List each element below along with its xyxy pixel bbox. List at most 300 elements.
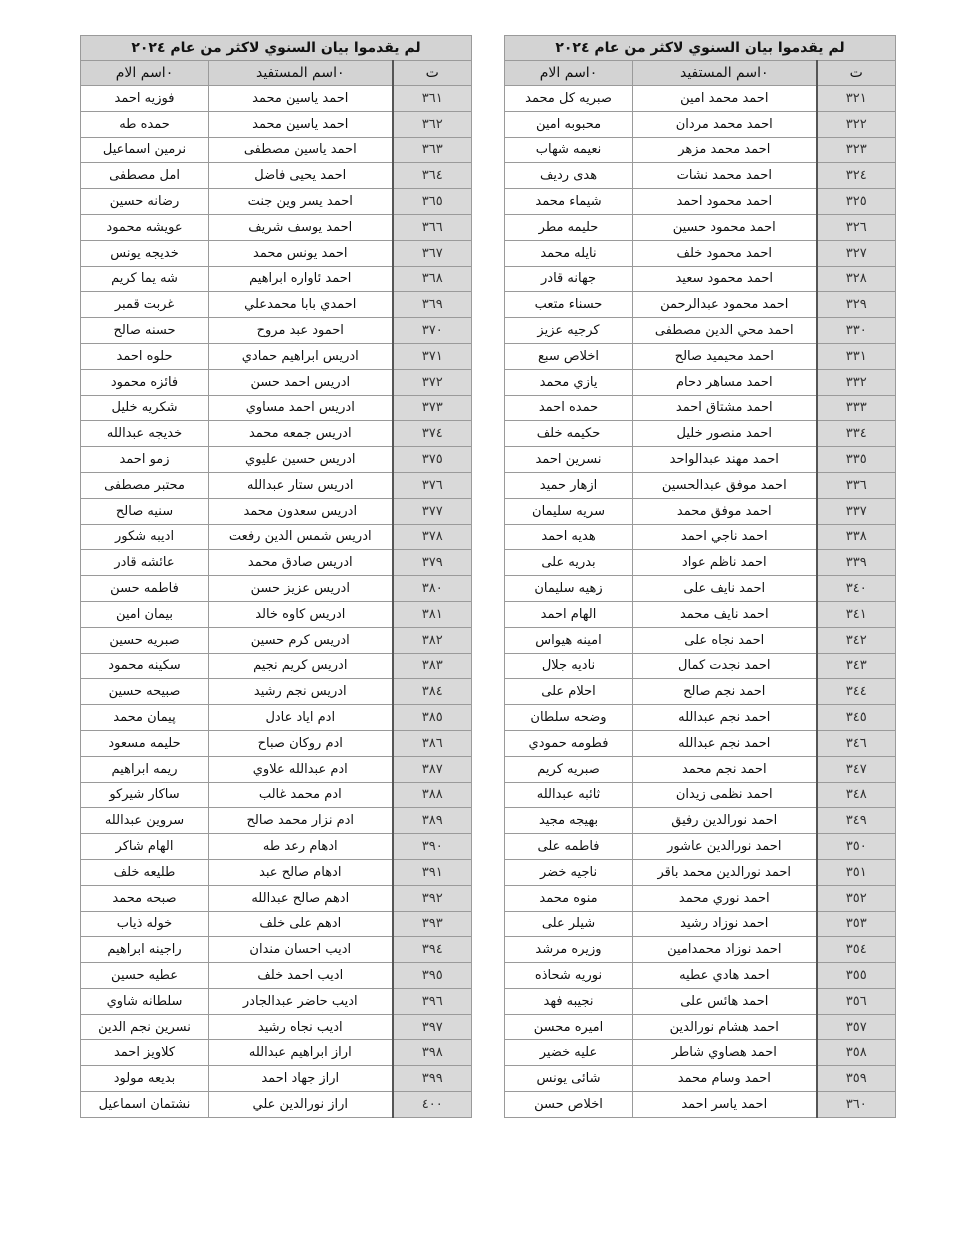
table-row bbox=[81, 576, 472, 602]
table-row bbox=[505, 859, 896, 885]
mother-name: سنيه صالح bbox=[81, 498, 209, 524]
row-number: ٣٤٧ bbox=[817, 756, 896, 782]
row-number: ٣٢٥ bbox=[817, 189, 896, 215]
row-number: ٣٤٨ bbox=[817, 782, 896, 808]
mother-name: كرجيه عزيز bbox=[505, 318, 633, 344]
table-row bbox=[81, 447, 472, 473]
table-row bbox=[505, 988, 896, 1014]
row-number: ٣٦٦ bbox=[393, 214, 472, 240]
row-number: ٣٧٣ bbox=[393, 395, 472, 421]
row-number: ٣٢٨ bbox=[817, 266, 896, 292]
row-number: ٣٦٥ bbox=[393, 189, 472, 215]
header-number: ت bbox=[817, 61, 896, 86]
table-row bbox=[505, 705, 896, 731]
beneficiary-name: ادم نزار محمد صالح bbox=[209, 808, 393, 834]
beneficiary-name: ادم عبدالله علاوي bbox=[209, 756, 393, 782]
row-number: ٣٥٧ bbox=[817, 1014, 896, 1040]
table-row bbox=[505, 1066, 896, 1092]
table-title: لم يقدموا بيان السنوي لاكثر من عام ٢٠٢٤ bbox=[81, 36, 472, 61]
mother-name: حسناء متعب bbox=[505, 292, 633, 318]
row-number: ٣٥٤ bbox=[817, 937, 896, 963]
table-row bbox=[505, 189, 896, 215]
mother-name: نسرين نجم الدين bbox=[81, 1014, 209, 1040]
beneficiary-name: ادريس احمد مساوي bbox=[209, 395, 393, 421]
beneficiary-name: احمد نجدت كمال bbox=[633, 653, 817, 679]
mother-name: احلام على bbox=[505, 679, 633, 705]
beneficiary-name: احمد ناظم عواد bbox=[633, 550, 817, 576]
mother-name: اخلاص سبع bbox=[505, 343, 633, 369]
row-number: ٣٨٦ bbox=[393, 730, 472, 756]
mother-name: نعيمه شهاب bbox=[505, 137, 633, 163]
mother-name: خوله ذياب bbox=[81, 911, 209, 937]
mother-name: نسرين احمد bbox=[505, 447, 633, 473]
table-row bbox=[81, 421, 472, 447]
table-row bbox=[81, 963, 472, 989]
mother-name: پيمان محمد bbox=[81, 705, 209, 731]
table-row bbox=[505, 163, 896, 189]
beneficiary-name: احمد محيميد صالح bbox=[633, 343, 817, 369]
beneficiary-name: احمد نوزاد رشيد bbox=[633, 911, 817, 937]
mother-name: خديجه يونس bbox=[81, 240, 209, 266]
row-number: ٣٢٤ bbox=[817, 163, 896, 189]
row-number: ٣٤٠ bbox=[817, 576, 896, 602]
mother-name: شائى يونس bbox=[505, 1066, 633, 1092]
mother-name: راجينه ابراهيم bbox=[81, 937, 209, 963]
mother-name: نرمين اسماعيل bbox=[81, 137, 209, 163]
beneficiary-name: ادريس صادق محمد bbox=[209, 550, 393, 576]
table-row bbox=[505, 963, 896, 989]
row-number: ٣٦٣ bbox=[393, 137, 472, 163]
table-row bbox=[81, 1092, 472, 1118]
row-number: ٣٩٥ bbox=[393, 963, 472, 989]
table-row bbox=[81, 214, 472, 240]
table-title: لم يقدموا بيان السنوي لاكثر من عام ٢٠٢٤ bbox=[505, 36, 896, 61]
row-number: ٣٩٢ bbox=[393, 885, 472, 911]
table-row bbox=[505, 653, 896, 679]
row-number: ٣٨٧ bbox=[393, 756, 472, 782]
beneficiary-name: احمدي بابا محمدعلي bbox=[209, 292, 393, 318]
beneficiary-name: احمد نوري محمد bbox=[633, 885, 817, 911]
table-row bbox=[81, 86, 472, 112]
table-row bbox=[81, 808, 472, 834]
beneficiary-name: احمد يوسف شريف bbox=[209, 214, 393, 240]
mother-name: صبريه كريم bbox=[505, 756, 633, 782]
mother-name: امينه هيواس bbox=[505, 627, 633, 653]
row-number: ٣٨١ bbox=[393, 601, 472, 627]
table-row bbox=[81, 1066, 472, 1092]
table-row bbox=[81, 782, 472, 808]
row-number: ٣٣٩ bbox=[817, 550, 896, 576]
mother-name: عطيه حسين bbox=[81, 963, 209, 989]
row-number: ٣٥٨ bbox=[817, 1040, 896, 1066]
beneficiary-name: احمد موفق عبدالحسين bbox=[633, 472, 817, 498]
row-number: ٣٦٢ bbox=[393, 111, 472, 137]
row-number: ٣٣٦ bbox=[817, 472, 896, 498]
header-beneficiary-name: ٠اسم المستفيد bbox=[209, 61, 393, 86]
mother-name: فاطمه حسن bbox=[81, 576, 209, 602]
mother-name: عائشه قادر bbox=[81, 550, 209, 576]
row-number: ٣٥١ bbox=[817, 859, 896, 885]
mother-name: يازي محمد bbox=[505, 369, 633, 395]
row-number: ٣٢١ bbox=[817, 86, 896, 112]
row-number: ٣٧٠ bbox=[393, 318, 472, 344]
row-number: ٣٩٤ bbox=[393, 937, 472, 963]
mother-name: غربت قمبر bbox=[81, 292, 209, 318]
mother-name: حكيمه خلف bbox=[505, 421, 633, 447]
row-number: ٣٤٩ bbox=[817, 808, 896, 834]
row-number: ٣٦١ bbox=[393, 86, 472, 112]
table-row bbox=[505, 343, 896, 369]
beneficiary-name: احمد محمد امين bbox=[633, 86, 817, 112]
table-row bbox=[81, 111, 472, 137]
beneficiary-name: اديب نجاه رشيد bbox=[209, 1014, 393, 1040]
header-mother-name: ٠اسم الام bbox=[505, 61, 633, 86]
mother-name: ناجيه خضر bbox=[505, 859, 633, 885]
beneficiary-name: احمد نجم صالح bbox=[633, 679, 817, 705]
header-number: ت bbox=[393, 61, 472, 86]
beneficiaries-table-right bbox=[504, 35, 896, 1118]
beneficiary-name: احمد نورالدين عاشور bbox=[633, 834, 817, 860]
table-row bbox=[505, 576, 896, 602]
row-number: ٣٦٧ bbox=[393, 240, 472, 266]
table-row bbox=[81, 885, 472, 911]
beneficiaries-table-left bbox=[80, 35, 472, 1118]
beneficiary-name: احمد مشتاق احمد bbox=[633, 395, 817, 421]
beneficiary-name: ادهم على خلف bbox=[209, 911, 393, 937]
mother-name: عويشه محمود bbox=[81, 214, 209, 240]
table-row bbox=[505, 679, 896, 705]
beneficiary-name: احمد منصور خليل bbox=[633, 421, 817, 447]
mother-name: رضانه حسين bbox=[81, 189, 209, 215]
row-number: ٣٥٣ bbox=[817, 911, 896, 937]
mother-name: حلوه احمد bbox=[81, 343, 209, 369]
mother-name: سريه سليمان bbox=[505, 498, 633, 524]
mother-name: فوزيه احمد bbox=[81, 86, 209, 112]
beneficiary-name: احمد نظمى زيدان bbox=[633, 782, 817, 808]
mother-name: وزيره مرشد bbox=[505, 937, 633, 963]
beneficiary-name: احمد هادي عطيه bbox=[633, 963, 817, 989]
beneficiary-name: ادهام صالح عبد bbox=[209, 859, 393, 885]
row-number: ٣٣٤ bbox=[817, 421, 896, 447]
mother-name: هديه احمد bbox=[505, 524, 633, 550]
mother-name: طليعه خلف bbox=[81, 859, 209, 885]
mother-name: بدريه على bbox=[505, 550, 633, 576]
mother-name: نشتمان اسماعيل bbox=[81, 1092, 209, 1118]
table-row bbox=[81, 653, 472, 679]
row-number: ٣٤٢ bbox=[817, 627, 896, 653]
table-row bbox=[81, 395, 472, 421]
table-row bbox=[81, 937, 472, 963]
beneficiary-name: احمد نورالدين محمد باقر bbox=[633, 859, 817, 885]
beneficiary-name: اديب احسان مندان bbox=[209, 937, 393, 963]
table-row bbox=[505, 885, 896, 911]
table-row bbox=[505, 730, 896, 756]
table-row bbox=[505, 447, 896, 473]
beneficiary-name: احمد يحيى فاضل bbox=[209, 163, 393, 189]
row-number: ٣٣٢ bbox=[817, 369, 896, 395]
row-number: ٣٨٥ bbox=[393, 705, 472, 731]
mother-name: الهام شاكر bbox=[81, 834, 209, 860]
mother-name: فطومه حمودي bbox=[505, 730, 633, 756]
table-row bbox=[81, 1040, 472, 1066]
header-mother-name: ٠اسم الام bbox=[81, 61, 209, 86]
row-number: ٣٦٤ bbox=[393, 163, 472, 189]
row-number: ٣٩٠ bbox=[393, 834, 472, 860]
table-row bbox=[505, 472, 896, 498]
table-row bbox=[505, 808, 896, 834]
mother-name: سروين عبدالله bbox=[81, 808, 209, 834]
table-row bbox=[81, 834, 472, 860]
beneficiary-name: احمد نورالدين رفيق bbox=[633, 808, 817, 834]
beneficiary-name: ادهام رعد طه bbox=[209, 834, 393, 860]
beneficiary-name: اديب احمد خلف bbox=[209, 963, 393, 989]
table-row bbox=[81, 240, 472, 266]
table-row bbox=[505, 421, 896, 447]
beneficiary-name: احمد محمد مردان bbox=[633, 111, 817, 137]
row-number: ٣٩٧ bbox=[393, 1014, 472, 1040]
beneficiary-name: احمد محمد نشات bbox=[633, 163, 817, 189]
mother-name: ثائبه عبدالله bbox=[505, 782, 633, 808]
row-number: ٣٤١ bbox=[817, 601, 896, 627]
beneficiary-name: احمد هصاوي شاطر bbox=[633, 1040, 817, 1066]
beneficiary-name: احمد نجم محمد bbox=[633, 756, 817, 782]
mother-name: زهيه سليمان bbox=[505, 576, 633, 602]
row-number: ٣٤٦ bbox=[817, 730, 896, 756]
row-number: ٣٨٨ bbox=[393, 782, 472, 808]
beneficiary-name: ادريس ستار عبدالله bbox=[209, 472, 393, 498]
row-number: ٣٢٩ bbox=[817, 292, 896, 318]
beneficiary-name: احمد يونس محمد bbox=[209, 240, 393, 266]
table-row bbox=[81, 498, 472, 524]
row-number: ٣٢٧ bbox=[817, 240, 896, 266]
beneficiary-name: ادريس كريم نجيم bbox=[209, 653, 393, 679]
mother-name: حمده طه bbox=[81, 111, 209, 137]
beneficiary-name: ادريس جمعه محمد bbox=[209, 421, 393, 447]
mother-name: فائزه محمود bbox=[81, 369, 209, 395]
table-row bbox=[505, 1040, 896, 1066]
beneficiary-name: ادم اياد عادل bbox=[209, 705, 393, 731]
beneficiary-name: احمد ياسين مصطفى bbox=[209, 137, 393, 163]
row-number: ٣٩٣ bbox=[393, 911, 472, 937]
mother-name: شكريه خليل bbox=[81, 395, 209, 421]
table-row bbox=[505, 318, 896, 344]
mother-name: نجيبه فهد bbox=[505, 988, 633, 1014]
beneficiary-name: احمد مهند عبدالواحد bbox=[633, 447, 817, 473]
row-number: ٣٥٥ bbox=[817, 963, 896, 989]
row-number: ٣٨٩ bbox=[393, 808, 472, 834]
beneficiary-name: احمود عبد مروح bbox=[209, 318, 393, 344]
mother-name: شيماء محمد bbox=[505, 189, 633, 215]
table-row bbox=[81, 627, 472, 653]
mother-name: خديجه عبدالله bbox=[81, 421, 209, 447]
beneficiary-name: ادريس عزيز حسن bbox=[209, 576, 393, 602]
beneficiary-name: احمد هائس على bbox=[633, 988, 817, 1014]
beneficiary-name: احمد محمود سعيد bbox=[633, 266, 817, 292]
mother-name: سلطانه شاوي bbox=[81, 988, 209, 1014]
table-row bbox=[505, 1092, 896, 1118]
mother-name: ريمه ابراهيم bbox=[81, 756, 209, 782]
row-number: ٣٢٦ bbox=[817, 214, 896, 240]
beneficiary-name: ادريس سعدون محمد bbox=[209, 498, 393, 524]
row-number: ٣٨٠ bbox=[393, 576, 472, 602]
mother-name: بيمان امين bbox=[81, 601, 209, 627]
row-number: ٣٣٣ bbox=[817, 395, 896, 421]
beneficiary-name: ادم محمد غالب bbox=[209, 782, 393, 808]
row-number: ٣٣٥ bbox=[817, 447, 896, 473]
mother-name: امل مصطفى bbox=[81, 163, 209, 189]
mother-name: زمو احمد bbox=[81, 447, 209, 473]
table-row bbox=[505, 369, 896, 395]
row-number: ٣٩٦ bbox=[393, 988, 472, 1014]
mother-name: حمده احمد bbox=[505, 395, 633, 421]
mother-name: محتبر مصطفى bbox=[81, 472, 209, 498]
table-row bbox=[81, 472, 472, 498]
mother-name: حليمه مسعود bbox=[81, 730, 209, 756]
table-row bbox=[81, 859, 472, 885]
beneficiary-name: احمد ياسين محمد bbox=[209, 86, 393, 112]
table-row bbox=[81, 524, 472, 550]
beneficiary-name: احمد هشام نورالدين bbox=[633, 1014, 817, 1040]
beneficiary-name: ادريس احمد حسن bbox=[209, 369, 393, 395]
beneficiary-name: ادريس نجم رشيد bbox=[209, 679, 393, 705]
table-row bbox=[81, 163, 472, 189]
table-row bbox=[81, 343, 472, 369]
row-number: ٣٤٥ bbox=[817, 705, 896, 731]
beneficiary-name: احمد مساهر دحام bbox=[633, 369, 817, 395]
table-row bbox=[81, 189, 472, 215]
mother-name: منوه محمد bbox=[505, 885, 633, 911]
table-row bbox=[505, 601, 896, 627]
row-number: ٣٧٤ bbox=[393, 421, 472, 447]
mother-name: حليمه مطر bbox=[505, 214, 633, 240]
beneficiary-name: احمد نايف على bbox=[633, 576, 817, 602]
row-number: ٣٧٧ bbox=[393, 498, 472, 524]
mother-name: محبوبه امين bbox=[505, 111, 633, 137]
row-number: ٣٦٩ bbox=[393, 292, 472, 318]
beneficiary-name: ادريس ابراهيم حمادي bbox=[209, 343, 393, 369]
table-row bbox=[81, 1014, 472, 1040]
mother-name: بديعه مولود bbox=[81, 1066, 209, 1092]
beneficiary-name: احمد نجم عبدالله bbox=[633, 705, 817, 731]
beneficiary-name: احمد محمود عبدالرحمن bbox=[633, 292, 817, 318]
beneficiary-name: احمد يسر وين جنت bbox=[209, 189, 393, 215]
beneficiary-name: ادهم صالح عبدالله bbox=[209, 885, 393, 911]
beneficiary-name: احمد محمود حسين bbox=[633, 214, 817, 240]
mother-name: اميره محسن bbox=[505, 1014, 633, 1040]
table-row bbox=[505, 137, 896, 163]
table-row bbox=[81, 369, 472, 395]
row-number: ٣٩٩ bbox=[393, 1066, 472, 1092]
beneficiary-name: احمد محمود خلف bbox=[633, 240, 817, 266]
table-row bbox=[505, 1014, 896, 1040]
table-row bbox=[505, 550, 896, 576]
beneficiary-name: احمد محمد مزهر bbox=[633, 137, 817, 163]
row-number: ٣٤٣ bbox=[817, 653, 896, 679]
beneficiary-name: احمد نجاه على bbox=[633, 627, 817, 653]
beneficiary-name: ادم روكان صباح bbox=[209, 730, 393, 756]
row-number: ٣٧٩ bbox=[393, 550, 472, 576]
beneficiary-name: احمد وسام محمد bbox=[633, 1066, 817, 1092]
table-row bbox=[505, 86, 896, 112]
table-row bbox=[505, 214, 896, 240]
row-number: ٣٧٢ bbox=[393, 369, 472, 395]
table-row bbox=[81, 137, 472, 163]
beneficiary-name: احمد ياسر احمد bbox=[633, 1092, 817, 1118]
table-row bbox=[505, 292, 896, 318]
row-number: ٣٣٠ bbox=[817, 318, 896, 344]
row-number: ٣٣٧ bbox=[817, 498, 896, 524]
beneficiary-name: اراز ابراهيم عبدالله bbox=[209, 1040, 393, 1066]
table-row bbox=[505, 524, 896, 550]
beneficiary-name: اراز نورالدين علي bbox=[209, 1092, 393, 1118]
beneficiary-name: احمد نايف محمد bbox=[633, 601, 817, 627]
mother-name: صبيحه حسين bbox=[81, 679, 209, 705]
table-row bbox=[81, 988, 472, 1014]
beneficiary-name: ادريس كاوه خالد bbox=[209, 601, 393, 627]
row-number: ٣٣٨ bbox=[817, 524, 896, 550]
row-number: ٣٢٢ bbox=[817, 111, 896, 137]
table-row bbox=[505, 782, 896, 808]
table-row bbox=[505, 498, 896, 524]
row-number: ٣٨٤ bbox=[393, 679, 472, 705]
beneficiary-name: ادريس كرم حسين bbox=[209, 627, 393, 653]
row-number: ٣٣١ bbox=[817, 343, 896, 369]
table-row bbox=[505, 395, 896, 421]
row-number: ٣٦٠ bbox=[817, 1092, 896, 1118]
beneficiary-name: احمد نجم عبدالله bbox=[633, 730, 817, 756]
mother-name: ازهار حميد bbox=[505, 472, 633, 498]
mother-name: اخلاص حسن bbox=[505, 1092, 633, 1118]
row-number: ٣٥٠ bbox=[817, 834, 896, 860]
mother-name: جهانه قادر bbox=[505, 266, 633, 292]
table-row bbox=[81, 911, 472, 937]
header-beneficiary-name: ٠اسم المستفيد bbox=[633, 61, 817, 86]
mother-name: صبحه محمد bbox=[81, 885, 209, 911]
mother-name: شيلر على bbox=[505, 911, 633, 937]
mother-name: نايله محمد bbox=[505, 240, 633, 266]
mother-name: صبريه حسين bbox=[81, 627, 209, 653]
table-row bbox=[81, 550, 472, 576]
table-row bbox=[505, 911, 896, 937]
beneficiary-name: احمد ناجي احمد bbox=[633, 524, 817, 550]
mother-name: هدى رديف bbox=[505, 163, 633, 189]
row-number: ٣٨٣ bbox=[393, 653, 472, 679]
row-number: ٣٧٦ bbox=[393, 472, 472, 498]
table-row bbox=[505, 834, 896, 860]
row-number: ٣٦٨ bbox=[393, 266, 472, 292]
row-number: ٣٤٤ bbox=[817, 679, 896, 705]
mother-name: صبريه كل محمد bbox=[505, 86, 633, 112]
mother-name: حسنه صالح bbox=[81, 318, 209, 344]
table-row bbox=[81, 601, 472, 627]
table-row bbox=[81, 266, 472, 292]
row-number: ٣٩١ bbox=[393, 859, 472, 885]
beneficiary-name: احمد نوزاد محمدامين bbox=[633, 937, 817, 963]
row-number: ٣٥٦ bbox=[817, 988, 896, 1014]
table-row bbox=[505, 627, 896, 653]
table-row bbox=[81, 756, 472, 782]
row-number: ٣٥٢ bbox=[817, 885, 896, 911]
table-row bbox=[81, 679, 472, 705]
beneficiary-name: اديب حاضر عبدالجادر bbox=[209, 988, 393, 1014]
row-number: ٣٩٨ bbox=[393, 1040, 472, 1066]
row-number: ٣٢٣ bbox=[817, 137, 896, 163]
row-number: ٣٥٩ bbox=[817, 1066, 896, 1092]
beneficiary-name: احمد محمود احمد bbox=[633, 189, 817, 215]
table-row bbox=[81, 705, 472, 731]
mother-name: نوريه شحاذه bbox=[505, 963, 633, 989]
mother-name: فاطمه على bbox=[505, 834, 633, 860]
